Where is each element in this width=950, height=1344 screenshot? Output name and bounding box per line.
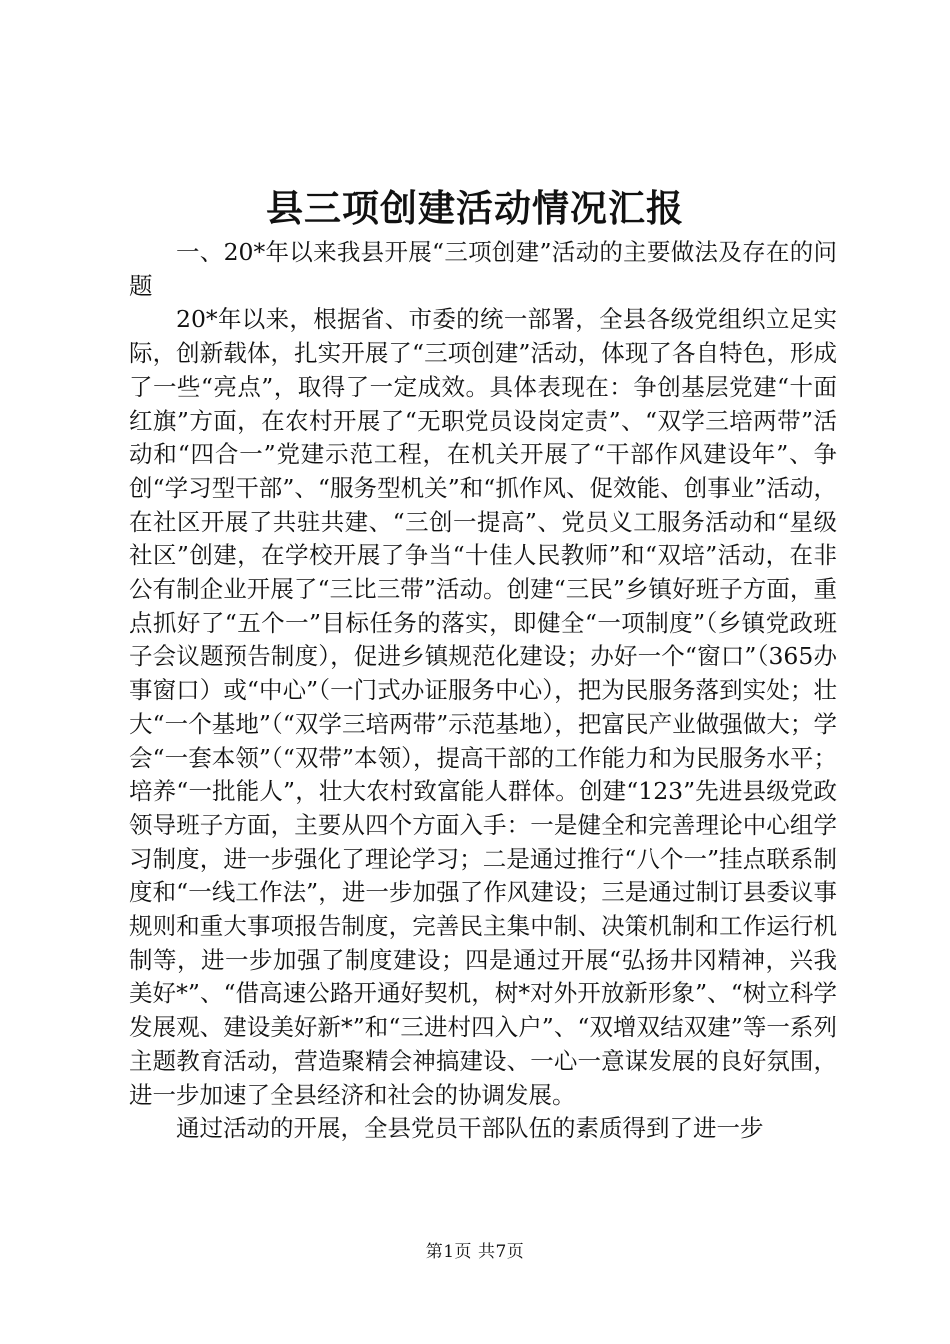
document-body <box>129 236 837 1146</box>
section-heading-paragraph: 一、20*年以来我县开展“三项创建”活动的主要做法及存在的问题 <box>129 238 837 300</box>
page-number-footer: 第1页 共7页 <box>425 1242 525 1262</box>
body-paragraph-main: 20*年以来，根据省、市委的统一部署，全县各级党组织立足实际，创新载体，扎实开展了“三项创建”活动，体现了各自特色，形成了一些“亮点”，取得了一定成效。具体表现在：争创基层党建“十面红旗”方面，在农村开展了“无职党员设岗定责”、“双学三培两带”活动和“四合一”党建示范工程，在机关开展了“干部作风建设年”、争创“学习型干部”、“服务型机关”和“抓作风、促效能、创事业”活动，在社区开展了共驻共建、“三创一提高”、党员义工服务活动和“星级社区”创建，在学校开展了争当“十佳人民教师”和“双培”活动，在非公有制企业开展了“三比三带”活动。创建“三民”乡镇好班子方面，重点抓好了“五个一”目标任务的落实，即健全“一项制度”（乡镇党政班子会议题预告制度），促进乡镇规范化建设；办好一个“窗口”（365办事窗口）或“中心”（一门式办证服务中心），把为民服务落到实处；壮大“一个基地”（“双学三培两带”示范基地），把富民产业做强做大；学会“一套本领”（“双带”本领），提高干部的工作能力和为民服务水平；培养“一批能人”，壮大农村致富能人群体。创建“123”先进县级党政领导班子方面，主要从四个方面入手：一是健全和完善理论中心组学习制度，进一步强化了理论学习；二是通过推行“八个一”挂点联系制度和“一线工作法”，进一步加强了作风建设；三是通过制订县委议事规则和重大事项报告制度，完善民主集中制、决策机制和工作运行机制等，进一步加强了制度建设；四是通过开展“弘扬井冈精神，兴我美好*”、“借高速公路开通好契机，树*对外开放新形象”、“树立科学发展观、建设美好新*”和“三进村四入户”、“双增双结双建”等一系列主题教育活动，营造聚精会神搞建设、一心一意谋发展的良好氛围，进一步加速了全县经济和社会的协调发展。 <box>129 305 837 1109</box>
document-title: 县三项创建活动情况汇报 <box>266 186 684 230</box>
body-paragraph-continued: 通过活动的开展，全县党员干部队伍的素质得到了进一步 <box>176 1114 764 1143</box>
